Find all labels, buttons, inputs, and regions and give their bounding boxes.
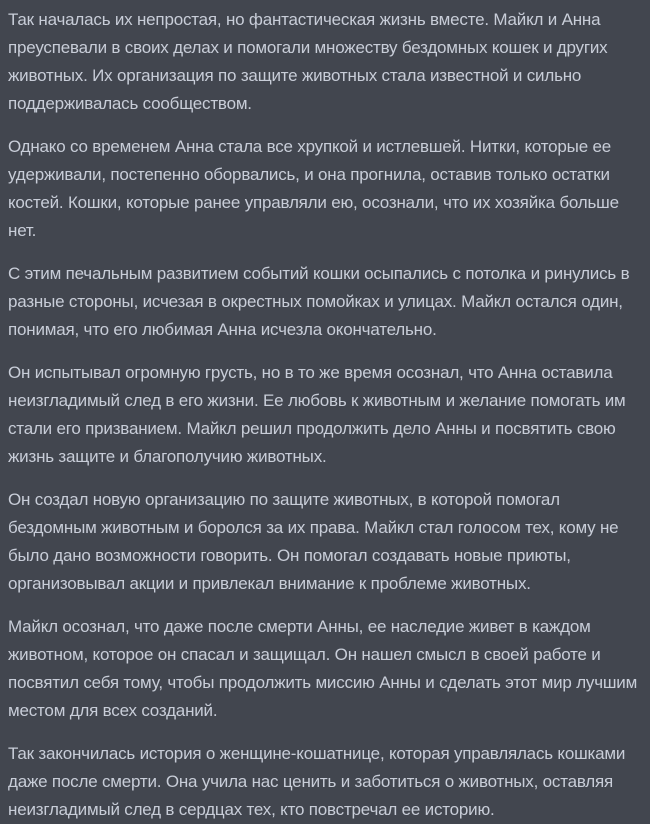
story-paragraph-1: Так началась их непростая, но фантастическая жизнь вместе. Майкл и Анна преуспевали в своих делах и помогали множеству бездомных кошек и других животных. Их организация по защите животных стала известной и сильно поддерживалась сообществом. (8, 10, 608, 113)
story-paragraph-5: Он создал новую организацию по защите животных, в которой помогал бездомным животным и боролся за их права. Майкл стал голосом тех, кому не было дано возможности говорить. Он помогал создавать новые приюты, организовывал акции и привлекал внимание к проблеме животных. (8, 490, 619, 593)
story-paragraph-3: С этим печальным развитием событий кошки осыпались с потолка и ринулись в разные стороны, исчезая в окрестных помойках и улицах. Майкл остался один, понимая, что его любимая Анна исчезла окончательно. (8, 264, 630, 339)
story-paragraph-2: Однако со временем Анна стала все хрупкой и истлевшей. Нитки, которые ее удерживали, постепенно оборвались, и она прогнила, оставив только остатки костей. Кошки, которые ранее управляли ею, осознали, что их хозяйка больше нет. (8, 137, 619, 240)
story-paragraph-7: Так закончилась история о женщине-кошатнице, которая управлялась кошками даже после смерти. Она учила нас ценить и заботиться о животных, оставляя неизгладимый след в сердцах тех, кто повстречал ее историю. (8, 744, 626, 819)
story-paragraph-6: Майкл осознал, что даже после смерти Анны, ее наследие живет в каждом животном, которое он спасал и защищал. Он нашел смысл в своей работе и посвятил себя тому, чтобы продолжить миссию Анны и сделать этот мир лучшим местом для всех созданий. (8, 617, 638, 720)
story-paragraph-4: Он испытывал огромную грусть, но в то же время осознал, что Анна оставила неизгладимый след в его жизни. Ее любовь к животным и желание помогать им стали его призванием. Майкл решил продолжить дело Анны и посвятить свою жизнь защите и благополучию животных. (8, 363, 626, 466)
